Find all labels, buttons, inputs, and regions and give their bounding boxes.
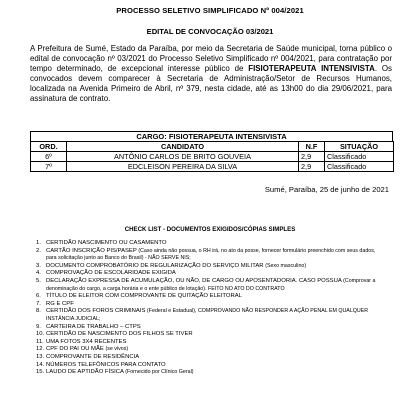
item-text: UMA FOTOS 3X4 RECENTES: [46, 338, 127, 345]
cell-ord: 6º: [31, 152, 67, 162]
cell-candidato: ANTÔNIO CARLOS DE BRITO GOUVEIA: [67, 152, 299, 162]
results-table: [30, 141, 394, 172]
list-item: [36, 331, 376, 339]
table-header-row: [31, 142, 394, 152]
date-line: Sumé, Paraíba, 25 de junho de 2021: [264, 185, 389, 194]
item-text: COMPROVANTE DE RESIDÊNCIA: [46, 353, 140, 360]
item-text: CPF DO PAI OU MÃE: [46, 346, 106, 353]
item-note: (Fornecido por Clínico Geral): [125, 369, 194, 376]
item-note: (Federal e Estadual), COMPROVANDO NÃO RESPONDER A AÇÃO PENAL EM QUALQUER INSTÂNCIA JUDICIAL;: [46, 308, 369, 322]
item-number: 7.: [36, 300, 41, 307]
table-row: [31, 152, 394, 162]
list-item: [36, 354, 376, 362]
list-item: [36, 248, 376, 263]
item-number: 5.: [36, 277, 41, 284]
checklist: [36, 240, 376, 377]
list-item: [36, 324, 376, 332]
list-item: [36, 270, 376, 278]
item-text: COMPROVAÇÃO DE ESCOLARIDADE EXIGIDA: [46, 270, 176, 277]
item-text: CARTEIRA DE TRABALHO – CTPS: [46, 323, 141, 330]
cell-candidato: EDCLEISON PEREIRA DA SILVA: [67, 162, 299, 172]
item-number: 10.: [36, 331, 45, 338]
item-text: TÍTULO DE ELEITOR COM COMPROVANTE DE QUITAÇÃO ELEITORAL: [46, 293, 242, 300]
process-title: PROCESSO SELETIVO SIMPLIFICADO Nº 004/2021: [116, 6, 304, 15]
list-item: [36, 278, 376, 293]
item-number: 1.: [36, 240, 41, 246]
item-number: 8.: [36, 308, 41, 315]
item-number: 9.: [36, 323, 41, 330]
item-number: 6.: [36, 293, 41, 300]
cell-situacao: Classificado: [325, 162, 394, 172]
cell-ord: 7º: [31, 162, 67, 172]
cargo-header: CARGO: FISIOTERAPEUTA INTENSIVISTA: [30, 131, 393, 142]
item-text: CARTÃO INSCRIÇÃO PIS/PASEP: [46, 247, 139, 254]
checklist-title: CHECK LIST - DOCUMENTOS EXIGIDOS/CÓPIAS SIMPLES: [124, 226, 296, 233]
list-item: [36, 308, 376, 323]
intro-text-part1: A Prefeitura de Sumé, Estado da Paraíba, por meio da Secretaria de Saúde municipal, torna público o edital de convocação nº 03/2021 do Processo Seletivo Simplificado nº 004/2021, para contratação por tempo determinado, de excepcional interesse público de: [30, 44, 392, 74]
header-candidato: CANDIDATO: [67, 142, 299, 152]
table-row: [31, 162, 394, 172]
header-nf: N.F: [299, 142, 325, 152]
item-number: 12.: [36, 346, 45, 353]
item-text: NÚMEROS TELEFÔNICOS PARA CONTATO: [46, 361, 166, 368]
item-note: (se vivos): [105, 346, 129, 353]
item-text: DECLARAÇÃO EXPRESSA DE ACUMULAÇÃO, OU NÃO, DE CARGO OU APOSENTADORIA. CASO POSSUA: [46, 277, 344, 284]
item-number: 3.: [36, 262, 41, 269]
list-item: [36, 346, 376, 354]
item-text: CERTIDÃO DOS FOROS CRIMINAIS: [46, 308, 148, 315]
item-text: DOCUMENTO COMPROBATÓRIO DE REGULARIZAÇÃO DO SERVIÇO MILITAR: [46, 262, 266, 269]
item-text: CERTIDÃO DE NASCIMENTO DOS FILHOS SE TIVER: [46, 331, 193, 338]
list-item: [36, 369, 376, 377]
header-ord: ORD.: [31, 142, 67, 152]
item-number: 14.: [36, 361, 45, 368]
list-item: [36, 240, 376, 248]
item-number: 13.: [36, 353, 45, 360]
item-note: (Sexo masculino): [265, 262, 307, 269]
intro-paragraph: [30, 44, 392, 105]
item-text: RG E CPF: [46, 300, 74, 307]
intro-role-bold: FISIOTERAPEUTA INTENSIVISTA: [248, 64, 375, 74]
header-situacao: SITUAÇÃO: [325, 142, 394, 152]
item-number: 15.: [36, 369, 45, 376]
cell-situacao: Classificado: [325, 152, 394, 162]
list-item: [36, 362, 376, 370]
list-item: [36, 293, 376, 301]
edital-title: EDITAL DE CONVOCAÇÃO 03/2021: [146, 27, 274, 36]
item-note: (Comprovar a denominação do cargo, a carga horária e o ente público de lotação). FEITO NO ATO DO CONTRATO: [46, 277, 376, 292]
item-text: LAUDO DE APTIDÃO FÍSICA: [46, 369, 126, 376]
item-number: 4.: [36, 270, 41, 277]
intro-text-part2: . Os convocados devem comparecer à Secretaria de Administração/Setor de Recursos Humanos, localizada na Avenida Primeiro de Abril, nº 379, nesta cidade, até as 13h00 do dia 29/06/2021, para assinatura de contrato.: [30, 64, 392, 104]
item-note: (Caso ainda não possua, o RH irá, no ato da posse, fornecer formulário preenchido com seus dados, para solicitação junto ao Banco do Brasil) - NÃO SERVE NIS;: [46, 247, 376, 262]
item-number: 2.: [36, 247, 41, 254]
cell-nf: 2,9: [299, 152, 325, 162]
cell-nf: 2,9: [299, 162, 325, 172]
item-text: CERTIDÃO NASCIMENTO OU CASAMENTO: [46, 240, 167, 246]
item-number: 11.: [36, 338, 44, 345]
